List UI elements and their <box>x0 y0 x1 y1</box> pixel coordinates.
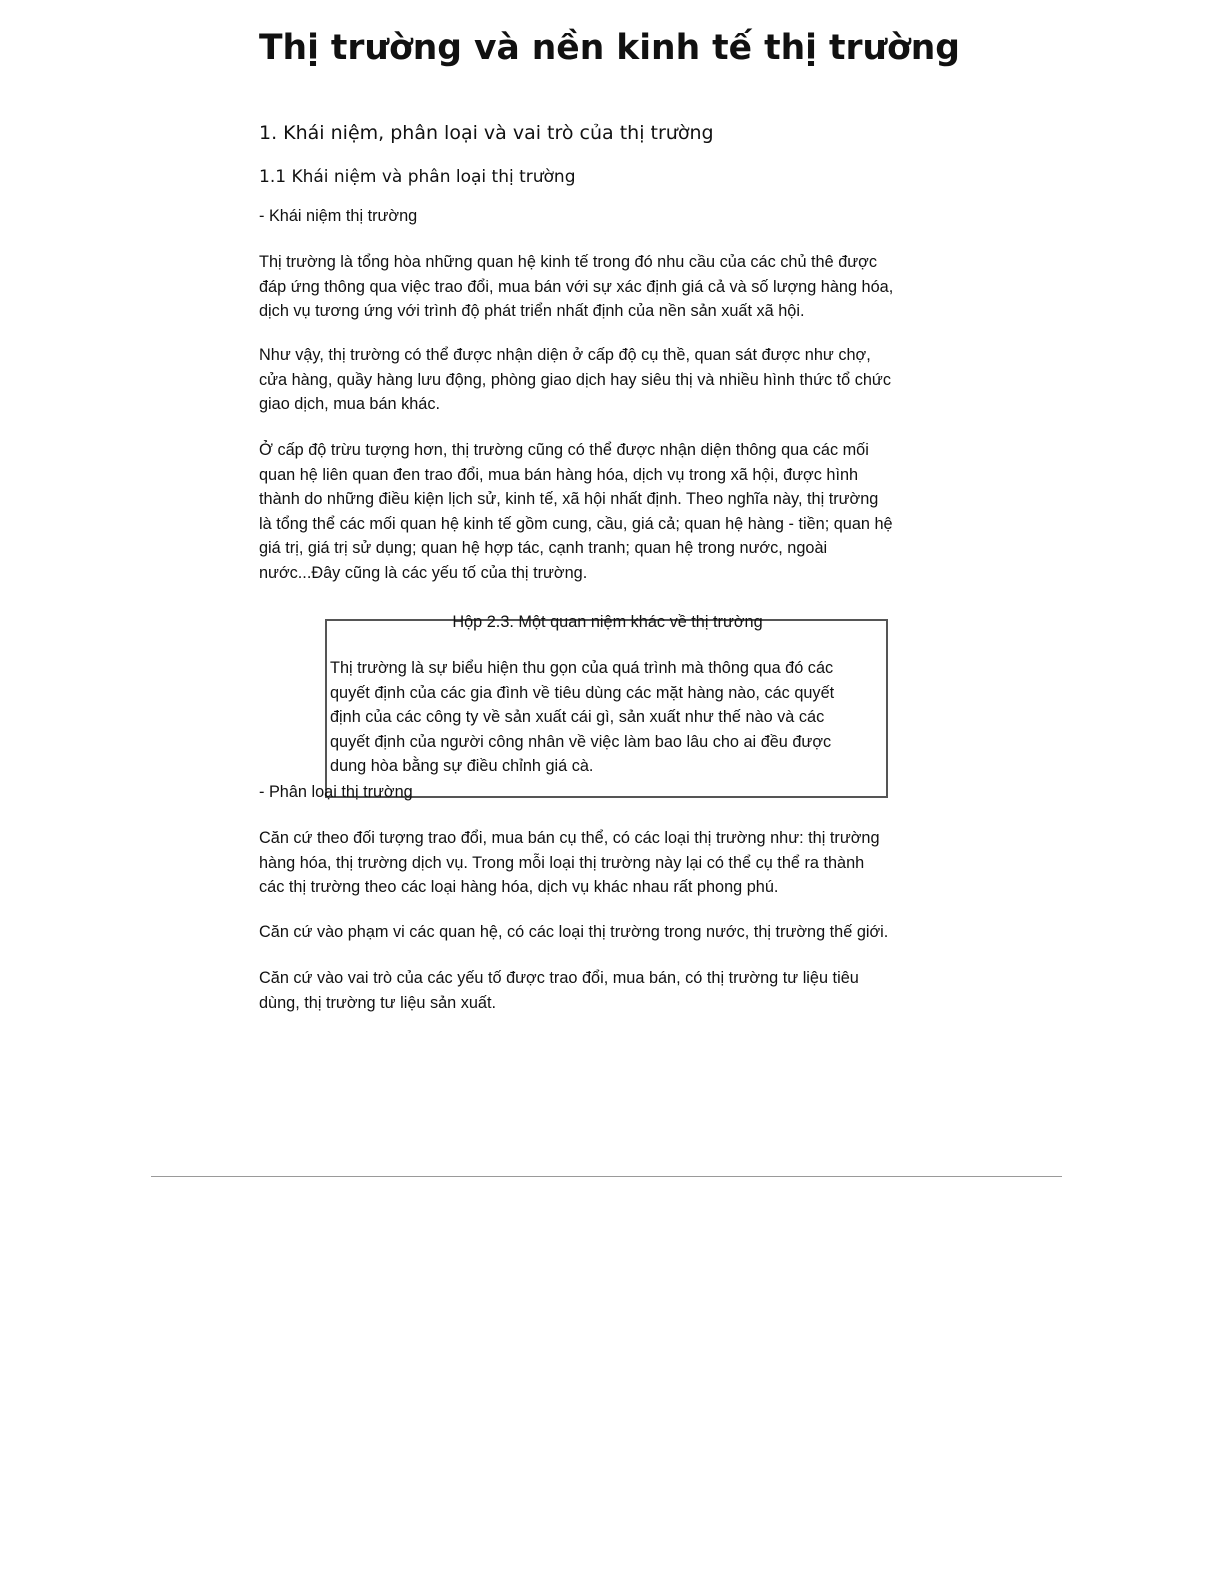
paragraph-by-object <box>259 826 959 900</box>
concept-label <box>259 204 959 229</box>
text-line: quyết định của người công nhân về việc làm bao lâu cho ai đều được <box>330 732 832 751</box>
text-line: dùng, thị trường tư liệu sản xuất. <box>259 993 497 1012</box>
classification-label <box>259 780 959 805</box>
text-line: Như vậy, thị trường có thể được nhận diện ở cấp độ cụ thề, quan sát được như chợ, <box>259 346 871 364</box>
text-line: Căn cứ vào vai trò của các yếu tố được trao đổi, mua bán, có thị trường tư liệu tiêu <box>259 969 859 987</box>
info-box-body <box>330 656 890 779</box>
text-line: - Phân loại thị trường <box>259 783 413 801</box>
text-line: các thị trường theo các loại hàng hóa, dịch vụ khác nhau rất phong phú. <box>259 878 779 896</box>
text-line: dịch vụ tương ứng với trình độ phát triển nhất định của nền sản xuất xã hội. <box>259 302 805 320</box>
text-line: Thị trường là tổng hòa những quan hệ kinh tế trong đó nhu cầu của các chủ thê được <box>259 253 877 271</box>
paragraph-by-role <box>259 966 959 1015</box>
text-line: giá trị, giá trị sử dụng; quan hệ hợp tác, cạnh tranh; quan hệ trong nước, ngoài <box>259 539 828 557</box>
text-line: - Khái niệm thị trường <box>259 207 418 225</box>
text-line: Thị trường là sự biểu hiện thu gọn của quá trình mà thông qua đó các <box>330 659 834 677</box>
subsection-heading: 1.1 Khái niệm và phân loại thị trường <box>259 167 576 187</box>
info-box-caption: Hộp 2.3. Một quan niệm khác về thị trường <box>452 613 763 631</box>
text-line: quan hệ liên quan đen trao đổi, mua bán hàng hóa, dịch vụ trong xã hội, được hình <box>259 465 859 484</box>
text-line: định của các công ty về sản xuất cái gì, sản xuất như thế nào và các <box>330 708 825 726</box>
paragraph-by-scope <box>259 920 959 945</box>
text-line: hàng hóa, thị trường dịch vụ. Trong mỗi loại thị trường này lại có thể cụ thể ra thành <box>259 853 865 872</box>
page-title: Thị trường và nền kinh tế thị trường <box>259 28 961 68</box>
text-line: Căn cứ vào phạm vi các quan hệ, có các loại thị trường trong nước, thị trường thế giới. <box>259 923 889 941</box>
text-line: là tổng thể các mối quan hệ kinh tế gồm cung, cầu, giá cả; quan hệ hàng - tiền; quan hệ <box>259 514 893 533</box>
text-line: giao dịch, mua bán khác. <box>259 395 441 413</box>
text-line: quyết định của các gia đình về tiêu dùng các mặt hàng nào, các quyết <box>330 683 835 702</box>
text-line: Ở cấp độ trừu tượng hơn, thị trường cũng có thể được nhận diện thông qua các mối <box>259 441 869 459</box>
text-line: thành do những điều kiện lịch sử, kinh tế, xã hội nhất định. Theo nghĩa này, thị trường <box>259 490 879 508</box>
text-line: nước...Đây cũng là các yếu tố của thị trường. <box>259 563 588 582</box>
paragraph-definition <box>259 250 959 324</box>
page-footer-divider <box>151 1176 1062 1177</box>
text-line: Căn cứ theo đối tượng trao đổi, mua bán cụ thể, có các loại thị trường như: thị trường <box>259 829 880 847</box>
text-line: đáp ứng thông qua việc trao đổi, mua bán với sự xác định giá cả và số lượng hàng hóa, <box>259 277 894 296</box>
text-line: dung hòa bằng sự điều chỉnh giá cà. <box>330 757 594 775</box>
section-heading: 1. Khái niệm, phân loại và vai trò của thị trường <box>259 122 714 144</box>
paragraph-abstract-level <box>259 438 959 585</box>
paragraph-concrete-level <box>259 343 959 417</box>
text-line: cửa hàng, quầy hàng lưu động, phòng giao dịch hay siêu thị và nhiều hình thức tổ chức <box>259 370 891 389</box>
